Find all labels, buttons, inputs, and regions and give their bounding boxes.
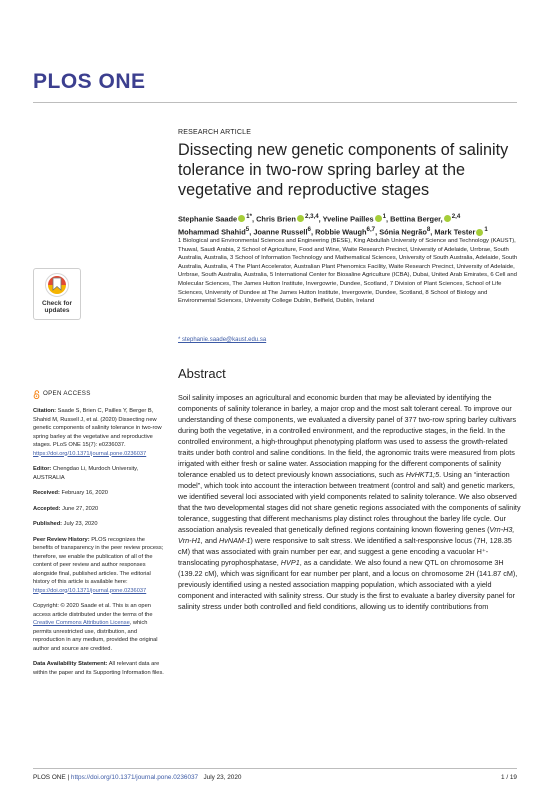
citation-text: Saade S, Brien C, Pailles Y, Berger B, Shahid M, Russell J, et al. (2020) Dissecting new genetic components of salinity tolerance in two-row spring barley at the vegetative and reproductive stages. PLoS ONE 15(7): e0236037. — [33, 408, 162, 448]
author-name[interactable]: Stephanie Saade — [178, 214, 238, 224]
citation-label: Citation: — [33, 408, 57, 414]
abstract-text: Soil salinity imposes an agricultural and economic burden that may be alleviated by identifying the components of salinity tolerance in barley, a major crop and the most salt tolerant cereal. To improve our understanding of these components, we evaluated a diversity panel of 377 two-row spring barley cultivars during both the vegetative, in a controlled environment, and the reproductive stages, in the field. In the controlled environment, a high-throughput phenotyping platform was used to assess the growth-related traits under both control and saline conditions. In the field, the agronomic traits were measured from plots irrigated with either fresh or saline water. Association mapping for the different components of salinity tolerance enabled us to detect previously known associations, such as — [178, 393, 517, 479]
author-name[interactable]: Bettina Berger, — [390, 214, 443, 224]
orcid-icon[interactable] — [476, 229, 483, 236]
editor-block — [33, 465, 165, 482]
published-block — [33, 520, 165, 529]
abstract-text: . Using an “interaction model”, which took into account the interaction between treatment (control and salt) and genetic markers, we identified several loci associated with yield components related to salinity tolerance. We also observed that the two developmental stages did not share genetic regions associated with the components of salinity tolerance, suggesting that different mechanisms play distinct roles throughout the barley life cycle. Our association analysis revealed that genetically defined regions containing known flowering genes ( — [178, 470, 521, 534]
published-label: Published: — [33, 521, 63, 527]
orcid-icon[interactable] — [238, 215, 245, 222]
abstract-body — [178, 392, 523, 612]
peer-review-link[interactable]: https://doi.org/10.1371/journal.pone.0236037 — [33, 587, 147, 594]
article-title: Dissecting new genetic components of salinity tolerance in two-row spring barley at the vegetative and reproductive stages — [178, 141, 509, 199]
author-sup: 8 — [426, 226, 431, 234]
received-date: February 16, 2020 — [61, 490, 108, 496]
author-name[interactable]: Chris Brien — [256, 214, 296, 224]
orcid-icon[interactable] — [444, 215, 451, 222]
check-for-updates-label — [42, 300, 72, 314]
footer-divider — [33, 768, 517, 769]
author-sup: 6 — [307, 226, 311, 234]
open-lock-icon — [33, 390, 40, 399]
open-access-label: OPEN ACCESS — [43, 390, 91, 398]
citation-doi-link[interactable]: https://doi.org/10.1371/journal.pone.0236037 — [33, 450, 147, 457]
badge-line-1: Check for — [42, 300, 72, 307]
editor-label: Editor: — [33, 466, 52, 472]
data-availability-block — [33, 660, 165, 677]
gene-name: Vrn-H3, Vrn-H1, — [178, 525, 515, 545]
author-name[interactable]: Sónia Negrão — [379, 227, 427, 237]
copyright-text: Copyright: © 2020 Saade et al. This is an open access article distributed under the terms of the — [33, 603, 153, 618]
author-sup: 1 — [382, 213, 387, 220]
orcid-icon[interactable] — [297, 215, 304, 222]
page-footer — [33, 774, 517, 781]
accepted-date: June 27, 2020 — [62, 505, 99, 512]
corresponding-author — [178, 337, 266, 343]
data-availability-text: All relevant data are within the paper and its Supporting Information files. — [33, 661, 164, 676]
accepted-block — [33, 505, 165, 514]
page-number: 1 / 19 — [501, 774, 517, 781]
editor-text: Chengdao Li, Murdoch University, AUSTRALIA — [33, 466, 139, 481]
copyright-block — [33, 602, 165, 653]
received-label: Received: — [33, 490, 60, 496]
author-sup: 6,7 — [366, 226, 376, 234]
citation-block — [33, 407, 165, 458]
author-name[interactable]: Yveline Pailles — [322, 214, 374, 224]
corresponding-email-link[interactable]: * stephanie.saade@kaust.edu.sa — [178, 337, 267, 343]
author-sup: 1* — [246, 213, 252, 220]
author-sup: 2,4 — [451, 213, 461, 220]
journal-logo: PLOS ONE — [33, 70, 146, 93]
affiliations: 1 Biological and Environmental Sciences and Engineering (BESE), King Abdullah University of Science and Technology (KAUST), Thuwal, Saudi Arabia, 2 School of Agriculture, Food and Wine, Waite Research Precinct, University of Adelaide, Urrbrae, South Australia, Australia, 3 School of Information Technology and Mathematical Sciences, University of South Australia, Adelaide, South Australia, Australia, 4 The Plant Accelerator, Australian Plant Phenomics Facility, Waite Research Precinct, University of Adelaide, Urrbrae, South Australia, Australia, 5 International Center for Biosaline Agriculture (ICBA), Dubai, United Arab Emirates, 6 Cell and Molecular Sciences, The James Hutton Institute, Invergowrie, Dundee, Scotland, 7 Division of Plant Sciences, School of Life Sciences, University of Dundee at The James Hutton Institute, Invergowrie, Dundee, Scotland, 8 School of Biology and Environmental Sciences, University College Dublin, Belfield, Dublin, Ireland — [178, 238, 518, 305]
published-date: July 23, 2020 — [63, 521, 98, 527]
gene-name: HvHKT1;5 — [405, 470, 440, 479]
footer-date: July 23, 2020 — [203, 774, 242, 781]
author-sup: 1 — [484, 226, 488, 234]
footer-left — [33, 774, 241, 781]
orcid-icon[interactable] — [375, 215, 382, 222]
author-name[interactable]: Mohammad Shahid — [178, 227, 246, 237]
author-name[interactable]: Robbie Waugh — [315, 227, 367, 237]
accepted-label: Accepted: — [33, 505, 61, 512]
footer-journal: PLOS ONE | — [33, 774, 70, 781]
check-for-updates-badge[interactable] — [33, 268, 81, 320]
abstract-heading: Abstract — [178, 366, 226, 381]
article-type: RESEARCH ARTICLE — [178, 129, 252, 136]
peer-review-text: PLOS recognizes the benefits of transparency in the peer review process; therefore, we enable the publication of all of the content of peer review and author responses alongside final, published articles. The editorial history of this article is available here: — [33, 536, 164, 585]
peer-review-block — [33, 536, 165, 596]
author-name[interactable]: Mark Tester — [434, 227, 476, 237]
author-sup: 5 — [245, 226, 250, 234]
license-link[interactable]: Creative Commons Attribution License — [33, 620, 130, 626]
author-sup: 2,3,4 — [304, 213, 319, 220]
author-name[interactable]: Joanne Russell — [253, 227, 308, 237]
gene-name: HvNAM-1 — [218, 536, 251, 545]
abstract-text: and — [202, 536, 219, 545]
abstract-text: , as a candidate. We also found a new QTL on chromosome 3H (139.22 cM), which was significant for ear number per plant, and a locus on chromosome 2H (141.87 cM), previously identified using a nested association mapping population, which associated with a yield component and interacted with salinity stress. Our study is the first to evaluate a barley diversity panel for salinity stress under both controlled and field conditions, allowing us to identify contributions from — [178, 558, 518, 611]
author-list: Stephanie Saade $^{1*}$, Chris Brien $^{2,3,4}$, Yveline Pailles $^1$, Bettina Berger, $^{2,4}$ Mohammad Shahid$^5$, Joanne Russell$^6$, Robbie Waugh$^{6,7}$, Sónia Negrão$^8$, Mark Tester $^1$ — [178, 213, 488, 237]
copyright-text-2: , which permits unrestricted use, distribution, and reproduction in any medium, provided the original author and source are credited. — [33, 620, 158, 652]
badge-line-2: updates — [44, 307, 70, 314]
data-availability-label: Data Availability Statement: — [33, 661, 108, 667]
article-info-sidebar — [33, 390, 165, 684]
footer-doi-link[interactable]: https://doi.org/10.1371/journal.pone.0236037 — [70, 774, 199, 781]
received-block — [33, 489, 165, 498]
crossmark-icon — [44, 272, 70, 298]
open-access-line — [33, 390, 165, 399]
peer-review-label: Peer Review History: — [33, 536, 90, 543]
header-divider — [33, 102, 517, 103]
gene-name: HVP1 — [280, 558, 300, 567]
abstract-text: ) were responsive to salt stress. We identified a salt-responsive locus (7H, 128.35 cM) that was associated with grain number per ear, and suggest a gene encoding a vacuolar H⁺-translocating pyrophosphatase, — [178, 536, 512, 567]
